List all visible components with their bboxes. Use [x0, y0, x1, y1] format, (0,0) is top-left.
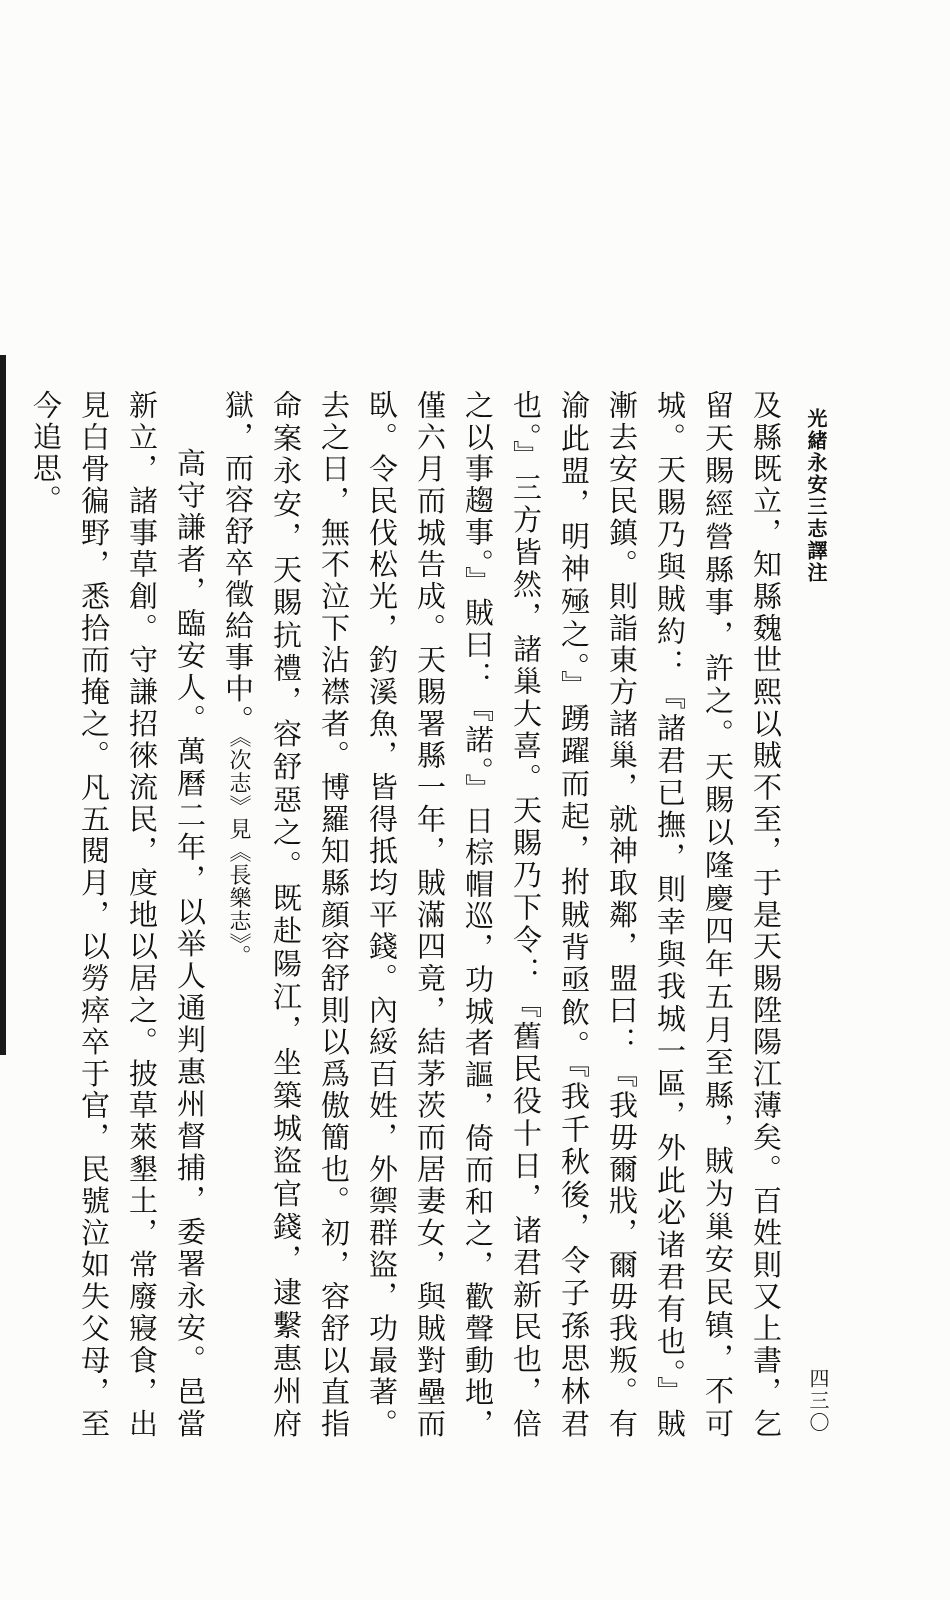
source-note: 《次志》見《長樂志》。	[226, 736, 251, 968]
paragraph-text: 高守謙者，臨安人。萬曆二年，以举人通判惠州督捕，委署永安。邑當新立，諸事草創。守謙招徠流民，度地以居之。披草萊墾土，常廢寢食，出見白骨徧野，悉拾而掩之。凡五閱月，以勞瘁卒于官，民號泣如失父母，至今追思。	[29, 390, 207, 1440]
running-title: 光緒永安三志譯注	[804, 408, 828, 584]
paragraph-gao-shouqian	[22, 390, 214, 1440]
paragraph-lin-tianci	[214, 390, 790, 1440]
paragraph-text: 及縣既立，知縣魏世熙以賊不至，于是天賜陞陽江薄矣。百姓則又上書，乞留天賜經營縣事，許之。天賜以隆慶四年五月至縣，賊为巢安民镇，不可城。天賜乃與賊約：『諸君已撫，則幸與我城一區，外此必诸君有也。』賊漸去安民鎮。則詣東方諸巢，就神取鄰，盟曰：『我毋爾戕，爾毋我叛。有渝此盟，明神殛之。』踴躍而起，拊賊背亟飲。『我千秋後，令子孫思林君也。』三方皆然，諸巢大喜。天賜乃下令：『舊民役十日，诸君新民也，倍之以事趨事。』賊曰：『諾。』日棕帽巡，功城者謳，倚而和之，歡聲動地，僅六月而城告成。天賜署縣一年，賊滿四竟，結茅茨而居妻女，與賊對壘而臥。令民伐松光，釣溪魚，皆得抵均平錢。內綏百姓，外禦群盜，功最著。去之日，無不泣下沾襟者。博羅知縣顔容舒則以爲傲簡也。初，容舒以直指命案永安，天賜抗禮，容舒惡之。既赴陽江，坐築城盜官錢，逮繫惠州府獄，而容舒卒徵給事中。	[221, 390, 783, 1440]
vertical-text-body	[22, 390, 790, 1440]
binding-edge-mark	[0, 355, 6, 1055]
page-number: 四三〇	[806, 1368, 830, 1434]
